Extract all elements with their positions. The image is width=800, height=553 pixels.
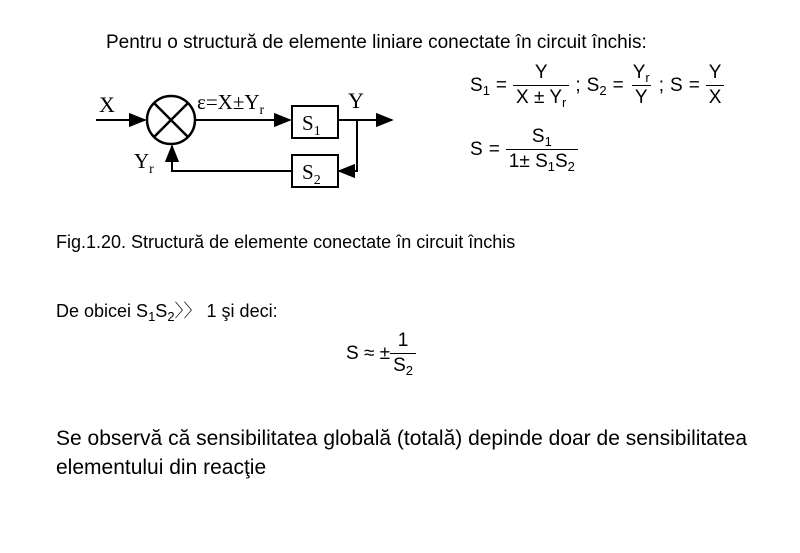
block-s1-label: $S_1$ <box>302 111 321 139</box>
input-label: X <box>99 92 115 117</box>
summing-junction <box>147 96 195 144</box>
formula-approx <box>346 330 416 377</box>
feedback-label: $Y_r$ <box>134 149 154 177</box>
observation-line: De obicei $S_1S_2$〉〉 1 şi deci: <box>56 301 278 324</box>
s2-lhs: $S_2$ <box>586 74 607 98</box>
figure-caption: Fig.1.20. Structură de elemente conectate în circuit închis <box>56 232 516 252</box>
formula-row-sensitivities <box>470 62 724 109</box>
feedback-arrow <box>172 146 292 171</box>
heading: Pentru o structură de elemente liniare conectate în circuit închis: <box>106 32 647 53</box>
approx-lhs: S ≈ ± <box>346 342 391 364</box>
separator: ; <box>658 74 664 96</box>
s1-lhs: $S_1$ <box>470 74 490 98</box>
conclusion-text: Se observă că sensibilitatea globală (totală) depinde doar de sensibilitatea elementului din reacţie <box>56 427 748 479</box>
block-s2-label: $S_2$ <box>302 160 321 188</box>
s-lhs: S <box>670 74 683 96</box>
feedback-line-right <box>339 120 357 171</box>
s2-fraction: $\frac{Y_r}{Y}$ <box>632 62 650 108</box>
separator: ; <box>575 74 581 96</box>
error-label: $\varepsilon=X\pm Y_r$ <box>197 90 265 118</box>
equals-sign: = <box>488 138 500 160</box>
equals-sign: = <box>495 74 508 96</box>
approx-fraction: $\frac{1}{S_2}$ <box>390 330 416 377</box>
s-fraction: $\frac{Y}{X}$ <box>706 62 725 109</box>
equals-sign: = <box>688 74 700 96</box>
total-fraction: $\frac{S_1}{1\pm S_1S_2}$ <box>506 126 578 173</box>
output-label: Y <box>348 88 364 113</box>
formula-total-sensitivity <box>470 126 578 173</box>
total-lhs: S <box>470 138 483 160</box>
block-diagram <box>0 0 420 200</box>
s1-fraction: $\frac{Y}{X \pm Y_r}$ <box>513 62 569 109</box>
equals-sign: = <box>612 74 624 96</box>
